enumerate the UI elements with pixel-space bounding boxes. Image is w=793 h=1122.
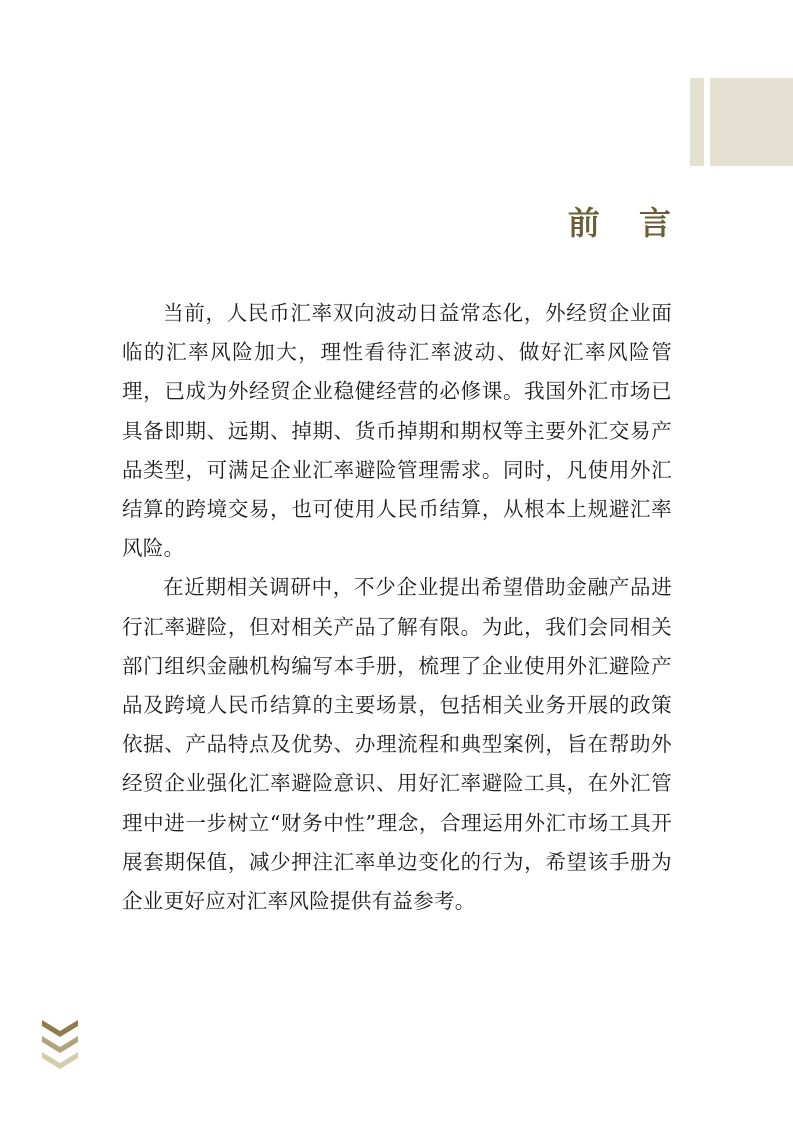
- corner-decoration: [690, 78, 793, 166]
- corner-bar-thin: [690, 78, 704, 166]
- chevron-top: [42, 1020, 78, 1037]
- chevron-bottom: [42, 1052, 78, 1069]
- corner-bar-wide: [710, 78, 793, 166]
- chevron-middle: [42, 1036, 78, 1053]
- body-text: [122, 294, 672, 921]
- paragraph-2: 在近期相关调研中，不少企业提出希望借助金融产品进行汇率避险，但对相关产品了解有限。为此，我们会同相关部门组织金融机构编写本手册，梳理了企业使用外汇避险产品及跨境人民币结算的主要场景，包括相关业务开展的政策依据、产品特点及优势、办理流程和典型案例，旨在帮助外经贸企业强化汇率避险意识、用好汇率避险工具，在外汇管理中进一步树立“财务中性”理念，合理运用外汇市场工具开展套期保值，减少押注汇率单边变化的行为，希望该手册为企业更好应对汇率风险提供有益参考。: [122, 575, 672, 914]
- paragraph-1: 当前，人民币汇率双向波动日益常态化，外经贸企业面临的汇率风险加大，理性看待汇率波动、做好汇率风险管理，已成为外经贸企业稳健经营的必修课。我国外汇市场已具备即期、远期、掉期、货币掉期和期权等主要外汇交易产品类型，可满足企业汇率避险管理需求。同时，凡使用外汇结算的跨境交易，也可使用人民币结算，从根本上规避汇率风险。: [122, 301, 672, 561]
- triple-chevron-down-icon: [42, 1020, 78, 1070]
- page-title: 前 言: [567, 204, 685, 242]
